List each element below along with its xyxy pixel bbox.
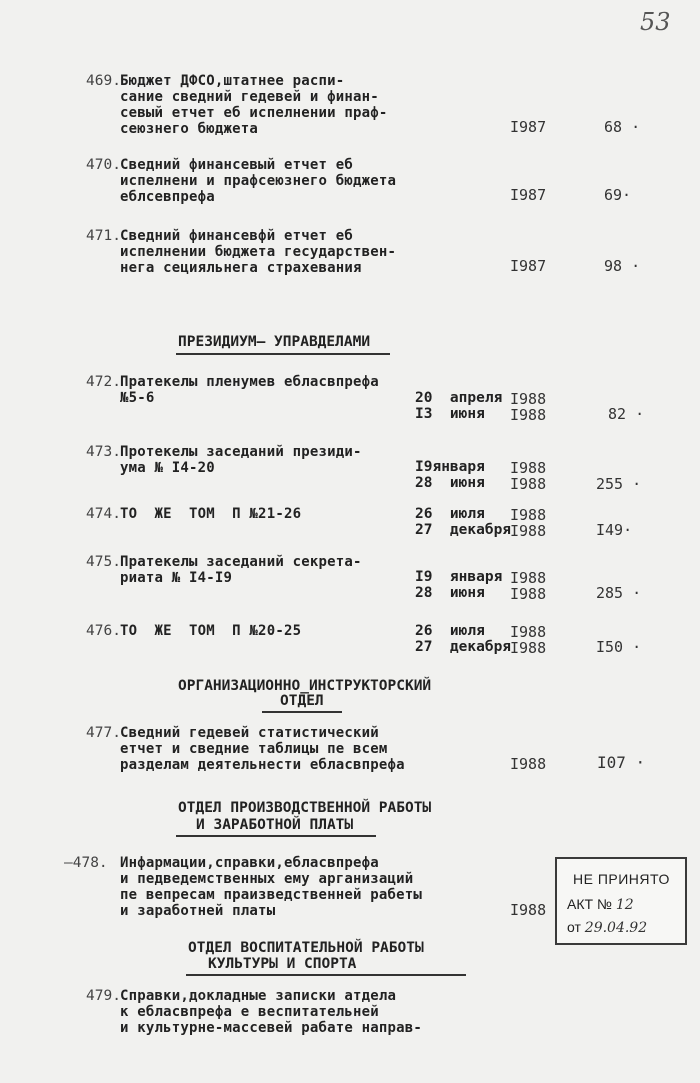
entry-text-line: Бюджет ДФСО,штатнее распи- [120,73,345,89]
entry-count: 98 · [604,257,641,275]
entry-number: 469. [86,73,121,89]
section-heading: ОРГАНИЗАЦИОННО_ИНСТРУКТОРСКИЙ [178,678,432,694]
entry-date: I9 января [415,569,503,585]
entry-number: 476. [86,623,121,639]
heading-underline [262,711,342,713]
entry-count: 68 · [604,118,641,136]
entry-text-line: разделам деятельнести ебласвпрефа [120,757,405,773]
entry-year: I988 [510,522,547,540]
entry-year: I987 [510,118,547,136]
entry-year: I988 [510,569,547,587]
entry-text-line: нега сецияльнега страхевания [120,260,362,276]
entry-year: I988 [510,459,547,477]
heading-underline [176,835,376,837]
entry-number: 475. [86,554,121,570]
entry-number: 470. [86,157,121,173]
entry-date: 28 июня [415,475,485,491]
entry-text-line: к ебласвпрефа е веспитательней [120,1004,379,1020]
entry-year: I988 [510,755,547,773]
entry-text-line: и педведемственных ему арганизаций [120,871,414,887]
section-heading: ОТДЕЛ ВОСПИТАТЕЛЬНОЙ РАБОТЫ [188,940,424,956]
entry-date: 28 июня [415,585,485,601]
entry-text-line: Протекелы заседаний президи- [120,444,362,460]
entry-year: I988 [510,390,547,408]
entry-year: I988 [510,406,547,424]
entry-number: 474. [86,506,121,522]
entry-text-line: Сведний гедевей статистический [120,725,379,741]
entry-count: 255 · [596,475,642,493]
section-heading: ПРЕЗИДИУМ– УПРАВДЕЛАМИ [178,334,371,350]
entry-text-line: Инфармации,справки,ебласвпрефа [120,855,379,871]
entry-text-line: риата № I4-I9 [120,570,233,586]
entry-text-line: испелнени и прафсеюзнего бюджета [120,173,397,189]
section-heading: ОТДЕЛ [280,693,324,709]
heading-underline [186,974,466,976]
entry-date: 27 декабря [415,522,512,538]
entry-year: I988 [510,623,547,641]
heading-underline [176,353,390,355]
entry-text-line: Сведний финансевый етчет еб [120,157,353,173]
stamp-date-label: от 29.04.92 [567,919,648,936]
entry-count: 82 · [608,405,645,423]
section-heading: КУЛЬТУРЫ И СПОРТА [208,956,357,972]
entry-number: —478. [64,855,108,871]
entry-count: I07 · [597,753,646,772]
entry-date: 26 июля [415,506,485,522]
entry-year: I988 [510,475,547,493]
entry-text-line: №5-6 [120,390,155,406]
stamp-act-number: 12 [615,897,634,913]
entry-date: 20 апреля [415,390,503,406]
stamp-act-label: АКТ № 12 [567,896,634,913]
entry-text-line: Пратекелы пленумев ебласвпрефа [120,374,379,390]
entry-number: 477. [86,725,121,741]
entry-count: 285 · [596,584,642,602]
section-heading: И ЗАРАБОТНОЙ ПЛАТЫ [196,817,354,833]
entry-text-line: и культурне-массевей рабате направ- [120,1020,423,1036]
entry-text-line: сеюзнего бюджета [120,121,259,137]
entry-date: I9января [415,459,485,475]
entry-text-line: пе вепресам праизведственней рабеты [120,887,423,903]
entry-number: 472. [86,374,121,390]
entry-year: I988 [510,506,547,524]
entry-text-line: Сведний финансевфй етчет еб [120,228,353,244]
entry-number: 471. [86,228,121,244]
entry-date: 27 декабря [415,639,512,655]
entry-year: I988 [510,639,547,657]
entry-text-line: Пратекелы заседаний секрета- [120,554,362,570]
entry-text-line: етчет и сведние таблицы пе всем [120,741,388,757]
entry-text-line: ума № I4-20 [120,460,215,476]
entry-text-line: сание сведний гедевей и финан- [120,89,379,105]
entry-text-line: Справки,докладные записки атдела [120,988,397,1004]
entry-number: 479. [86,988,121,1004]
entry-text-line: ТО ЖЕ ТОМ П №20-25 [120,623,302,639]
entry-date: 26 июля [415,623,485,639]
entry-number: 473. [86,444,121,460]
page-number: 53 [640,8,671,36]
entry-count: 69· [604,186,632,204]
entry-year: I987 [510,186,547,204]
section-heading: ОТДЕЛ ПРОИЗВОДСТВЕННОЙ РАБОТЫ [178,800,432,816]
entry-count: I49· [596,521,633,539]
entry-year: I988 [510,901,547,919]
stamp-date: 29.04.92 [584,920,648,936]
entry-text-line: и заработней платы [120,903,276,919]
stamp-title: НЕ ПРИНЯТО [573,871,670,887]
not-accepted-stamp [555,857,687,945]
entry-text-line: севый етчет еб испелнении праф- [120,105,388,121]
entry-year: I987 [510,257,547,275]
entry-text-line: еблсевпрефа [120,189,215,205]
entry-text-line: ТО ЖЕ ТОМ П №21-26 [120,506,302,522]
entry-date: I3 июня [415,406,485,422]
entry-count: I50 · [596,638,642,656]
entry-text-line: испелнении бюджета гесударствен- [120,244,397,260]
entry-year: I988 [510,585,547,603]
